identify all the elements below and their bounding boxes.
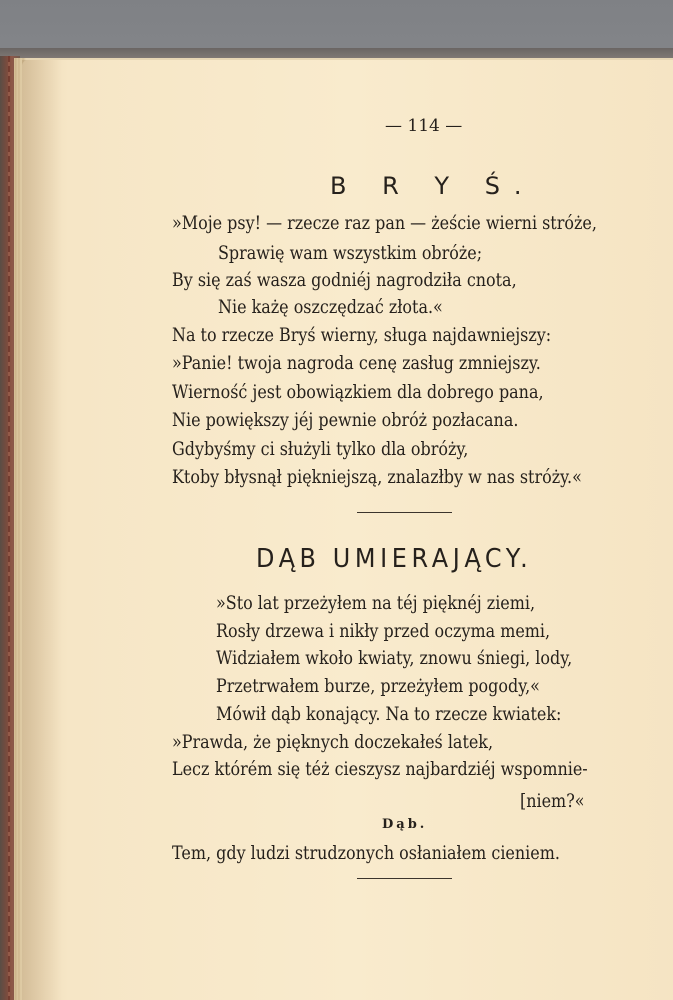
verse-line-continuation: [niem?« <box>520 790 585 812</box>
verse-line: Nie powiększy jéj pewnie obróż pozłacana. <box>172 409 519 431</box>
verse-line: Przetrwałem burze, przeżyłem pogody,« <box>216 675 540 697</box>
verse-line: Na to rzecze Bryś wierny, sługa najdawniejszy: <box>172 324 552 346</box>
verse-line: »Sto lat przeżyłem na téj pięknéj ziemi, <box>216 592 536 614</box>
poem-title-dab: DĄB UMIERAJĄCY. <box>256 544 533 574</box>
verse-line: Gdybyśmy ci służyli tylko dla obróży, <box>172 438 469 460</box>
verse-line: Sprawię wam wszystkim obróże; <box>218 242 483 264</box>
section-divider <box>357 878 452 879</box>
poem-title-brys: B R Y Ś. <box>330 172 536 200</box>
verse-line: Wierność jest obowiązkiem dla dobrego pana, <box>172 381 544 403</box>
verse-line: Mówił dąb konający. Na to rzecze kwiatek: <box>216 703 562 725</box>
verse-line: Ktoby błysnął piękniejszą, znalazłby w nas stróży.« <box>172 466 582 488</box>
page-number: — 114 — <box>385 116 463 136</box>
verse-line: Rosły drzewa i nikły przed oczyma memi, <box>216 620 551 642</box>
gutter-shadow <box>22 60 62 1000</box>
verse-line: »Prawda, że pięknych doczekałeś latek, <box>172 731 494 753</box>
verse-line: Lecz którém się téż cieszysz najbardziéj wspomnie- <box>172 758 588 780</box>
verse-line: Nie każę oszczędzać złota.« <box>218 296 443 318</box>
verse-line: »Moje psy! — rzecze raz pan — żeście wierni stróże, <box>172 212 597 234</box>
verse-line: Tem, gdy ludzi strudzonych osłaniałem cieniem. <box>172 842 560 864</box>
speaker-label: Dąb. <box>382 817 428 832</box>
verse-line: By się zaś wasza godniéj nagrodziła cnota, <box>172 269 517 291</box>
section-divider <box>357 512 452 513</box>
verse-line: »Panie! twoja nagroda cenę zasług zmniejszy. <box>172 352 541 374</box>
verse-line: Widziałem wkoło kwiaty, znowu śniegi, lody, <box>216 647 573 669</box>
